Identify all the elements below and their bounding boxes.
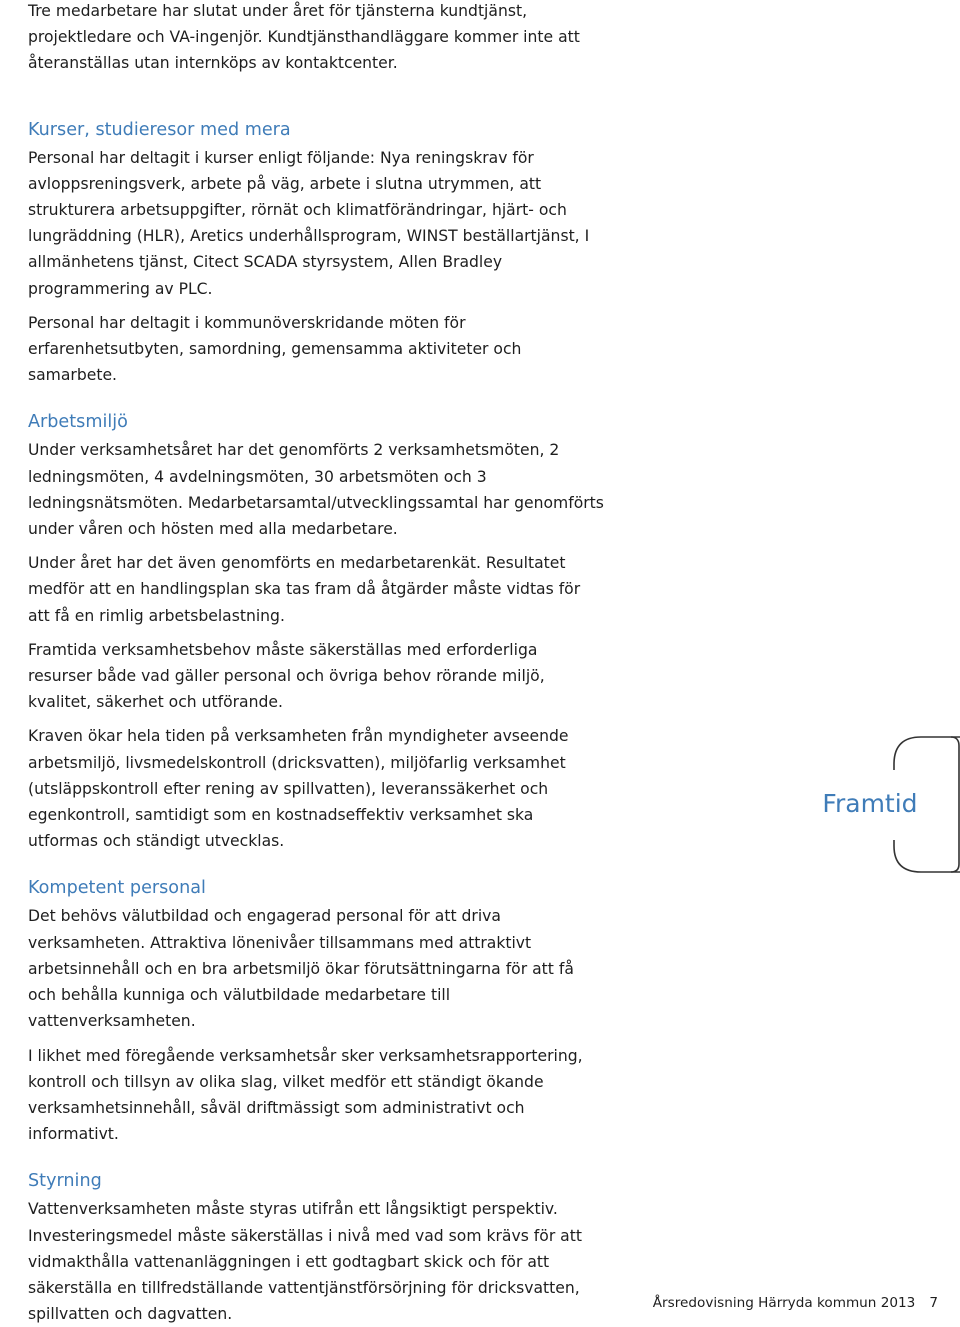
main-text-column xyxy=(28,0,604,1327)
section-heading: Arbetsmiljö xyxy=(28,412,128,433)
body-paragraph: Under verksamhetsåret har det genomförts 2 verksamhetsmöten, 2 ledningsmöten, 4 avdelningsmöten, 30 arbetsmöten och 3 ledningsnätsmöten. Medarbetarsamtal/utvecklingssamtal har genomförts under våren och hösten med alla medarbetare. xyxy=(28,441,604,539)
section-heading: Kompetent personal xyxy=(28,878,206,899)
section-kompetent-personal xyxy=(28,875,604,1147)
body-paragraph: I likhet med föregående verksamhetsår sker verksamhetsrapportering, kontroll och tillsyn av olika slag, vilket medför ett ständigt ökande verksamhetsinnehåll, såväl driftmässigt som administrativt och informativt. xyxy=(28,1046,583,1144)
body-paragraph: Vattenverksamheten måste styras utifrån ett långsiktigt perspektiv. Investeringsmedel måste säkerställas i nivå med vad som krävs för att vidmakthålla vattenanläggningen i ett godtagbart skick och för att säkerställa en tillfredställande vattentjänstförsörjning för dricksvatten, spillvatten och dagvatten. xyxy=(28,1200,582,1324)
section-heading: Styrning xyxy=(28,1171,102,1192)
page-number: 7 xyxy=(929,1295,938,1311)
body-paragraph: Framtida verksamhetsbehov måste säkerställas med erforderliga resurser både vad gäller personal och övriga behov rörande miljö, kvalitet, säkerhet och utförande. xyxy=(28,640,545,712)
section-kurser xyxy=(28,117,604,389)
sidebar-title: Framtid xyxy=(822,789,918,818)
intro-paragraph: Tre medarbetare har slutat under året för tjänsterna kundtjänst, projektledare och VA-ingenjör. Kundtjänsthandläggare kommer inte att återanställas utan internköps av kontaktcenter. xyxy=(28,2,580,73)
body-paragraph: Personal har deltagit i kommunöverskridande möten för erfarenhetsutbyten, samordning, gemensamma aktiviteter och samarbete. xyxy=(28,313,522,385)
section-styrning xyxy=(28,1168,604,1327)
footer-publication: Årsredovisning Härryda kommun 2013 xyxy=(652,1295,916,1311)
section-arbetsmiljo xyxy=(28,409,604,854)
page-footer xyxy=(653,1294,938,1312)
body-paragraph: Kraven ökar hela tiden på verksamheten från myndigheter avseende arbetsmiljö, livsmedelskontroll (dricksvatten), miljöfarlig verksamhet (utsläppskontroll efter rening av spillvatten), leveranssäkerhet och egenkontroll, samtidigt som en kostnadseffektiv verksamhet ska utformas och ständigt utvecklas. xyxy=(28,727,569,851)
body-paragraph: Det behövs välutbildad och engagerad personal för att driva verksamheten. Attraktiva lönenivåer tillsammans med attraktivt arbetsinnehåll och en bra arbetsmiljö ökar förutsättningarna för att få och behålla kunniga och välutbildade medarbetare till vattenverksamheten. xyxy=(28,907,574,1031)
section-heading: Kurser, studieresor med mera xyxy=(28,119,291,140)
body-paragraph: Under året har det även genomförts en medarbetarenkät. Resultatet medför att en handlingsplan ska tas fram då åtgärder måste vidtas för att få en rimlig arbetsbelastning. xyxy=(28,554,581,625)
body-paragraph: Personal har deltagit i kurser enligt följande: Nya reningskrav för avloppsreningsverk, arbete på väg, arbete i slutna utrymmen, att strukturera arbetsuppgifter, rörnät och klimatförändringar, hjärt- och lungräddning (HLR), Aretics underhållsprogram, WINST beställartjänst, I allmänhetens tjänst, Citect SCADA styrsystem, Allen Bradley programmering av PLC. xyxy=(28,148,590,298)
